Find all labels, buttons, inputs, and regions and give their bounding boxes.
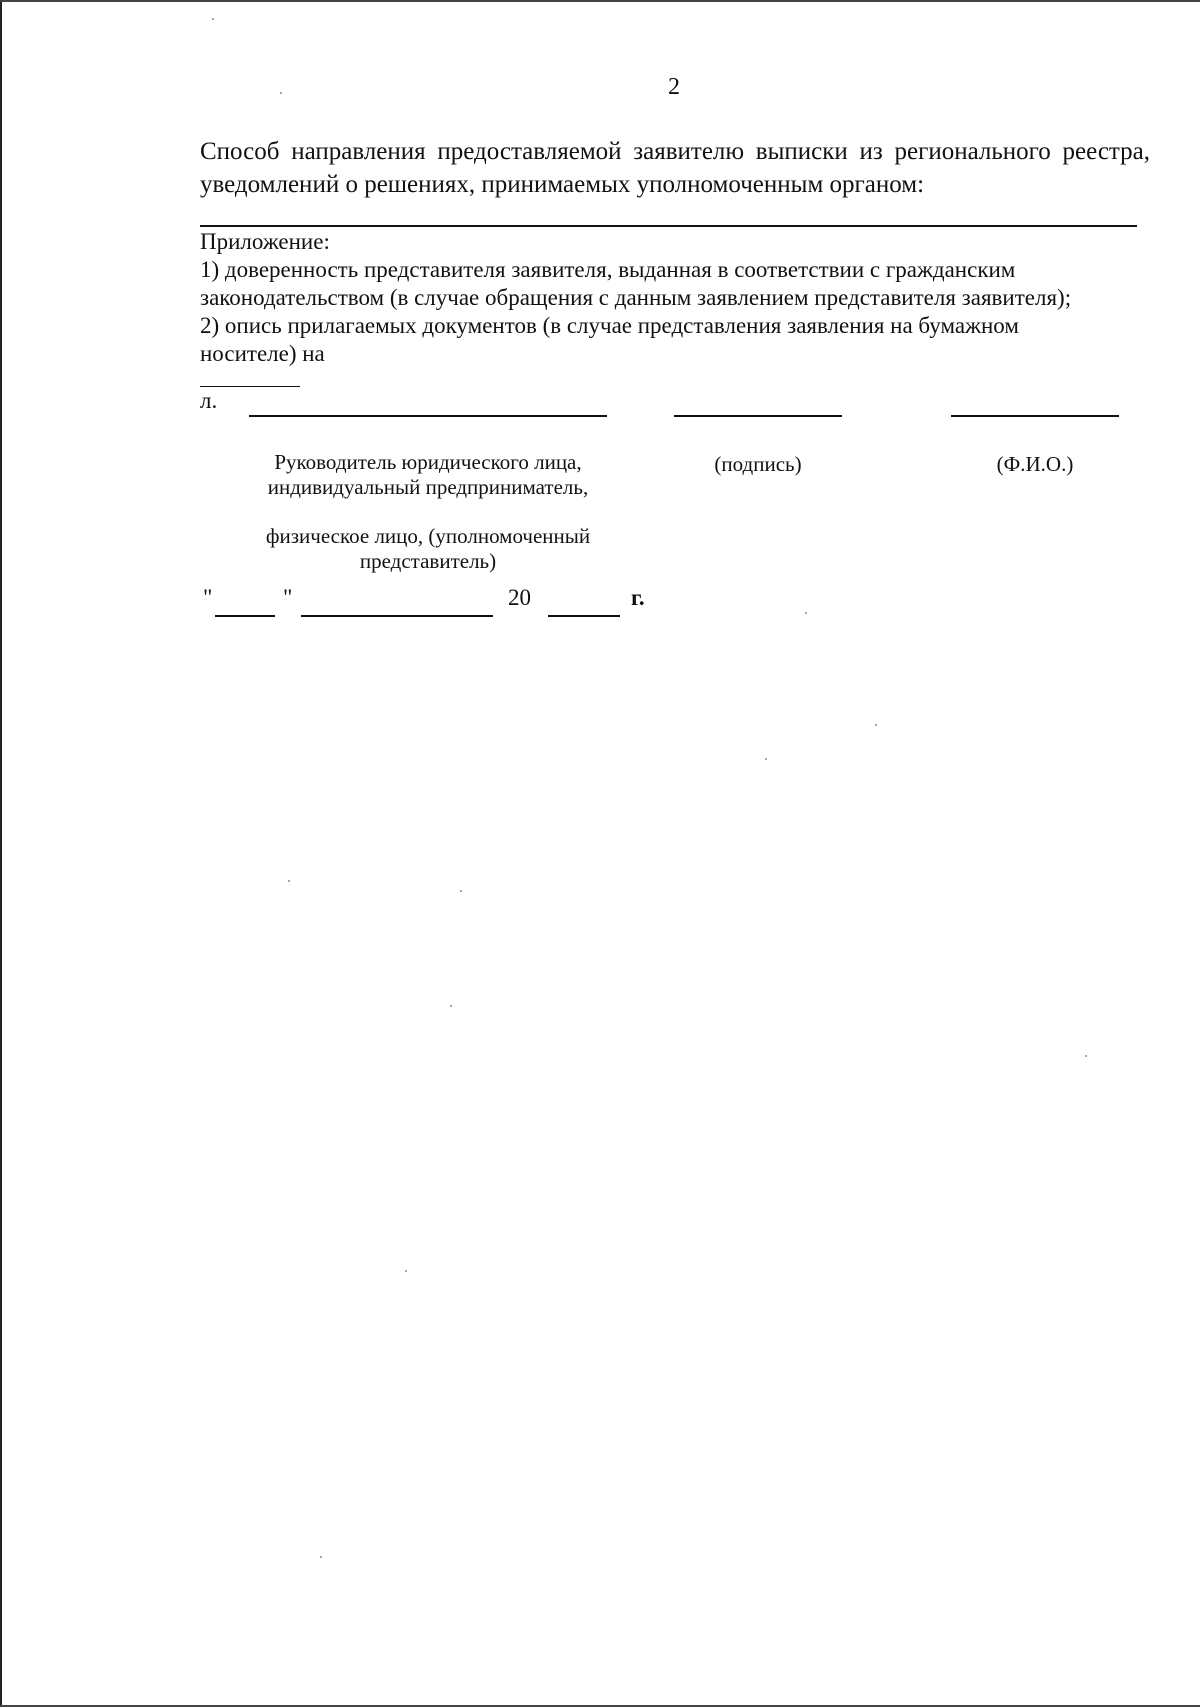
role-caption-line-1: Руководитель юридического лица, — [274, 450, 582, 474]
role-caption-line-4: представитель) — [359, 549, 497, 573]
role-caption-line-2: индивидуальный предприниматель, — [267, 475, 589, 499]
page-edge-left — [0, 0, 2, 1707]
delivery-method-fill-line — [200, 225, 1137, 227]
delivery-method-line-1: Способ направления предоставляемой заявителю выписки из регионального реестра, — [200, 138, 1150, 165]
attachment-item-2-prefix: носителе) на — [200, 341, 325, 366]
signature-line — [674, 415, 842, 417]
scan-speck — [212, 18, 214, 20]
month-blank — [301, 615, 493, 617]
scan-speck — [805, 612, 807, 614]
date-century: 20 — [508, 585, 531, 610]
role-caption-continued — [249, 524, 607, 574]
sheet-count-blank — [200, 368, 300, 387]
page-edge-top — [0, 0, 1200, 2]
date-year-suffix: г. — [631, 585, 645, 610]
signature-caption: (подпись) — [714, 452, 802, 476]
scan-speck — [460, 890, 462, 892]
scan-speck — [405, 1270, 407, 1272]
role-signature-line — [249, 415, 607, 417]
attachments-section — [200, 228, 1160, 415]
date-open-quote: " — [203, 585, 213, 610]
attachment-item-2-line-1: 2) опись прилагаемых документов (в случае представления заявления на бумажном — [200, 313, 1019, 338]
role-caption — [249, 450, 607, 500]
scan-speck — [765, 758, 767, 760]
delivery-method-line-2: уведомлений о решениях, принимаемых уполномоченным органом: — [200, 171, 925, 198]
scan-speck — [1085, 1055, 1087, 1057]
scan-speck — [280, 92, 282, 94]
fio-line — [951, 415, 1119, 417]
date-row — [203, 585, 703, 625]
year-blank — [548, 615, 620, 617]
page-number: 2 — [668, 74, 680, 100]
delivery-method-paragraph — [200, 135, 1150, 201]
scan-speck — [288, 880, 290, 882]
scan-speck — [875, 724, 877, 726]
attachment-item-1-line-2: законодательством (в случае обращения с данным заявлением представителя заявителя); — [200, 285, 1072, 310]
scan-speck — [450, 1005, 452, 1007]
attachment-item-2-suffix: л. — [200, 388, 218, 413]
attachments-heading: Приложение: — [200, 229, 330, 254]
attachment-item-2-line-2 — [200, 340, 1160, 415]
role-caption-line-3: физическое лицо, (уполномоченный — [265, 524, 591, 548]
attachment-item-1-line-1: 1) доверенность представителя заявителя, выданная в соответствии с гражданским — [200, 257, 1016, 282]
date-close-quote: " — [283, 585, 293, 610]
day-blank — [215, 615, 275, 617]
scan-speck — [320, 1556, 322, 1558]
fio-caption: (Ф.И.О.) — [996, 452, 1074, 476]
